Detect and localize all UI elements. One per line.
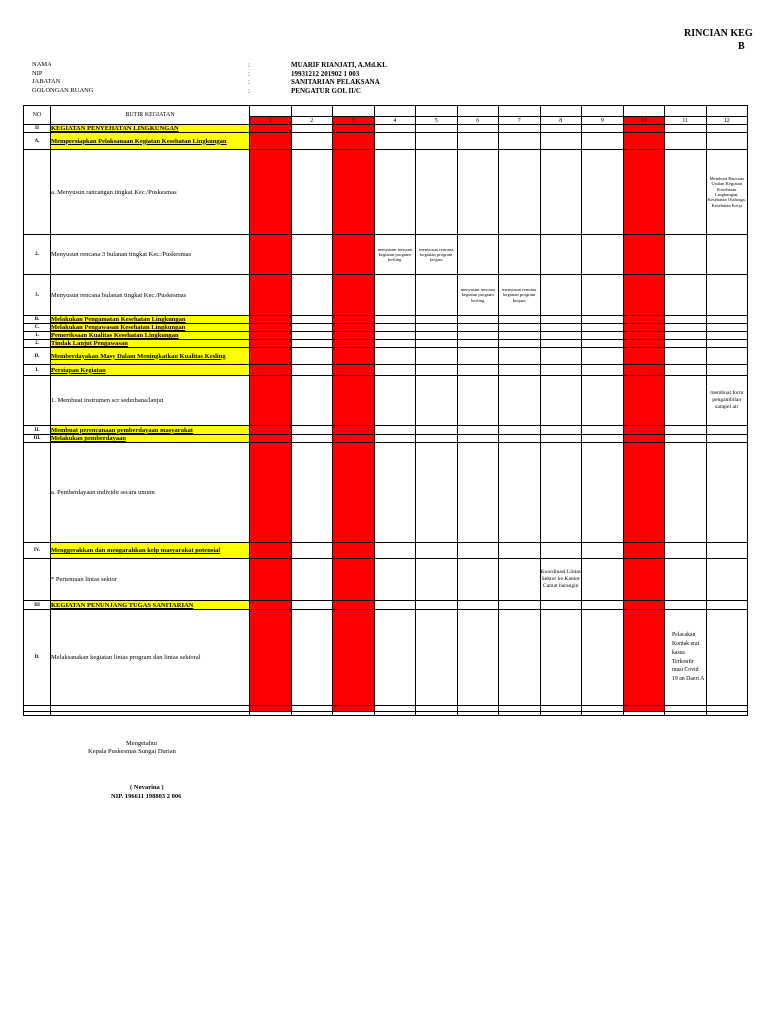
row-label: Menyusun rencana bulanan tingkat Kec./Puskesmas	[51, 275, 250, 316]
row-label: KEGIATAN PENYEHATAN LINGKUNGAN	[51, 125, 250, 133]
day-8: 8	[540, 117, 582, 125]
table-row	[24, 235, 748, 275]
row-label: a. Menyusun rancangan tingkat Kec./Puskesmas	[51, 150, 250, 235]
row-no: C.	[24, 324, 51, 332]
row-no: III	[24, 601, 51, 610]
row-label: Melakukan pemberdayaan	[51, 435, 250, 443]
row-label: * Pertemuan lintas sektor	[51, 559, 250, 601]
table-row	[24, 332, 748, 340]
row-no: A.	[24, 133, 51, 150]
row-label: Memberdayakan Masy Dalam Meningkatkan Kualitas Kesling	[51, 348, 250, 365]
row-label: Tindak Lanjut Pengawasan	[51, 340, 250, 348]
day-2: 2	[291, 117, 333, 125]
table-row	[24, 365, 748, 376]
activity-note: Koordinasi Lintas Sektor ke Kantor Camat barangin	[540, 559, 582, 601]
table-row	[24, 324, 748, 332]
activity-note: menyusun rencana kegiatan program kesjaor	[416, 235, 458, 275]
activity-note: menyusun rencana kegiatan program kesling	[374, 235, 416, 275]
golongan-value: PENGATUR GOL II/C	[291, 86, 361, 95]
day-12: 12	[706, 117, 748, 125]
day-4: 4	[374, 117, 416, 125]
day-11: 11	[665, 117, 707, 125]
row-label: 1. Membuat instrumen scr sederhana/lanjut	[51, 376, 250, 426]
table-row	[24, 601, 748, 610]
activity-note: Membuat Rencana Usulan Kegiatan Kesehatan Lingkungan, Kesehatan Olahraga, Kesehatan Kerja	[706, 150, 748, 235]
nip-value: 19931212 201902 1 003	[291, 69, 360, 78]
row-no: II	[24, 125, 51, 133]
table-row	[24, 610, 748, 706]
golongan-label: GOLONGAN RUANG	[32, 86, 94, 94]
col-header-no: NO	[24, 106, 51, 125]
day-1: 1	[250, 117, 292, 125]
row-no: 3.	[24, 275, 51, 316]
table-row	[24, 443, 748, 543]
row-label: a. Pemberdayaan individu secara umum	[51, 443, 250, 543]
footer-mengetahui: Mengetahui	[126, 740, 158, 747]
row-no: III.	[24, 435, 51, 443]
report-title: RINCIAN KEG	[684, 28, 753, 39]
day-9: 9	[582, 117, 624, 125]
report-subtitle: B	[738, 41, 745, 52]
day-10: 10	[623, 117, 665, 125]
row-label: Menyusun rencana 3 bulanan tingkat Kec./Puskesmas	[51, 235, 250, 275]
row-no: IV.	[24, 543, 51, 559]
row-no: D.	[24, 610, 51, 706]
row-no: II.	[24, 426, 51, 435]
row-label: Melakukan Pengawasan Kesehatan Lingkungan	[51, 324, 250, 332]
row-no: I.	[24, 365, 51, 376]
day-6: 6	[457, 117, 499, 125]
row-label: Persiapan Kegiatan	[51, 365, 250, 376]
row-no: 1.	[24, 332, 51, 340]
table-row	[24, 435, 748, 443]
row-no	[24, 559, 51, 601]
table-row	[24, 125, 748, 133]
table-row	[24, 559, 748, 601]
table-row	[24, 376, 748, 426]
footer-kepala: Kepala Puskesmas Sungai Durian	[88, 748, 176, 755]
row-label: Melaksanakan kegiatan lintas program dan lintas sektoral	[51, 610, 250, 706]
nama-label: NAMA	[32, 61, 52, 68]
colon: :	[248, 69, 250, 78]
activity-note: Pelacakan Kontak erat kasus Terkonfir masi Covid 19 an Daeri A	[665, 610, 707, 706]
row-label: Pemeriksaan Kualitas Kesehatan Lingkungan	[51, 332, 250, 340]
activity-note: menyusun rencana kegiatan program kesjaor	[499, 275, 541, 316]
row-no: B.	[24, 316, 51, 324]
table-row	[24, 316, 748, 324]
colon: :	[248, 78, 250, 86]
table-row	[24, 543, 748, 559]
colon: :	[248, 61, 250, 69]
table-row	[24, 712, 748, 716]
row-no: 2.	[24, 235, 51, 275]
row-label: Menggerakkan dan mengarahkan kelp masyarakat potensial	[51, 543, 250, 559]
nip-label: NIP	[32, 69, 43, 77]
jabatan-value: SANITARIAN PELAKSANA	[291, 78, 380, 86]
row-no: 2.	[24, 340, 51, 348]
nama-value: MUARIF RIANJATI, A.Md.KL	[291, 61, 387, 69]
footer-nip: NIP. 196611 198803 2 006	[111, 793, 182, 800]
row-label: Membuat perencanaan pemberdayaan masyarakat	[51, 426, 250, 435]
activity-note: membuat form pengambilan sampel air	[706, 376, 748, 426]
table-row	[24, 348, 748, 365]
col-header-butir: BUTIR KEGIATAN	[51, 106, 250, 125]
row-label: KEGIATAN PENUNJANG TUGAS SANITARIAN	[51, 601, 250, 610]
row-label: Melakukan Pengamatan Kesehatan Lingkungan	[51, 316, 250, 324]
footer-name: ( Novarina )	[130, 784, 164, 791]
day-3: 3	[333, 117, 375, 125]
row-label: Mempersiapkan Pelaksanaan Kegiatan Kesehatan Lingkungan	[51, 133, 250, 150]
table-row	[24, 426, 748, 435]
row-no	[24, 150, 51, 235]
jabatan-label: JABATAN	[32, 78, 61, 85]
day-7: 7	[499, 117, 541, 125]
table-row	[24, 275, 748, 316]
colon: :	[248, 86, 250, 95]
activity-note: menyusun rencana kegiatan program kesling	[457, 275, 499, 316]
row-no	[24, 443, 51, 543]
row-no: D.	[24, 348, 51, 365]
row-no	[24, 376, 51, 426]
day-5: 5	[416, 117, 458, 125]
table-row	[24, 340, 748, 348]
table-row	[24, 150, 748, 235]
activity-table	[23, 105, 748, 716]
table-row	[24, 133, 748, 150]
